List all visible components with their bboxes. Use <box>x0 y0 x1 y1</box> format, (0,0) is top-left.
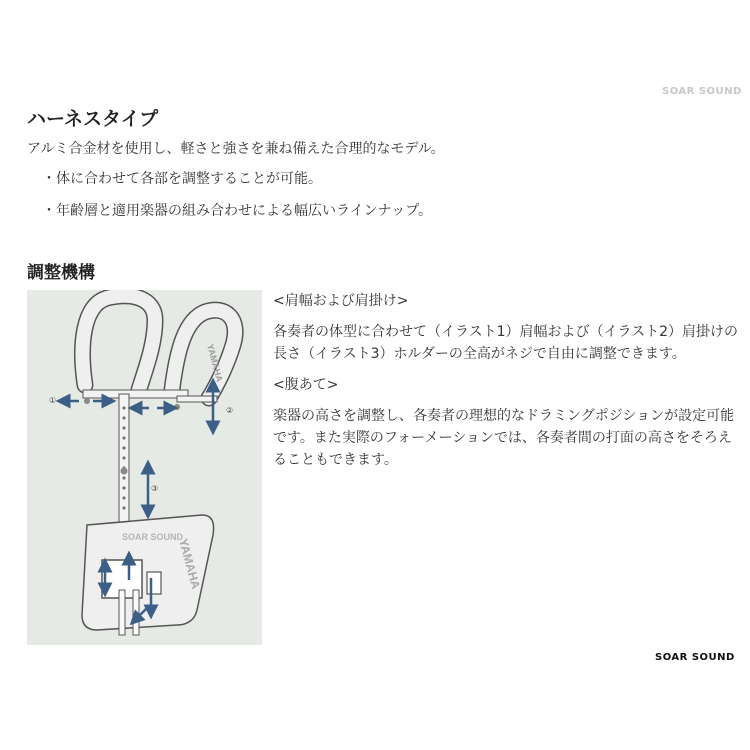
support-rod <box>119 590 125 635</box>
section-title: 調整機構 <box>27 263 95 283</box>
support-rod <box>133 590 139 635</box>
vertical-bar <box>119 394 129 534</box>
marker-label-1: ① <box>49 396 57 405</box>
feature-item: ・体に合わせて各部を調整することが可能。 <box>42 171 322 187</box>
marker-label-3: ③ <box>151 484 159 493</box>
hook-bar <box>177 396 217 402</box>
knob-icon <box>121 468 128 475</box>
figure-watermark: SOAR SOUND <box>122 532 184 542</box>
harness-illustration <box>27 290 262 645</box>
knob-icon <box>84 398 90 404</box>
page-title: ハーネスタイプ <box>27 108 159 130</box>
feature-list <box>42 170 432 234</box>
shoulder-text: 各奏者の体型に合わせて（イラスト1）肩幅および（イラスト2）肩掛けの長さ（イラスト3）ホルダーの全高がネジで自由に調整できます。 <box>273 324 738 362</box>
brand-text-shoulder: YAMAHA <box>205 342 225 383</box>
watermark-bottom: SOAR SOUND <box>655 652 735 663</box>
description-column <box>273 290 743 480</box>
brand-text-pad: YAMAHA <box>176 537 203 591</box>
marker-label-2: ② <box>226 406 234 415</box>
belly-heading: <腹あて> <box>273 377 339 393</box>
feature-item: ・年齢層と適用楽器の組み合わせによる幅広いラインナップ。 <box>42 203 433 219</box>
right-shoulder-pad <box>172 310 235 398</box>
width-bar <box>83 390 188 398</box>
mount-clamp <box>147 572 161 594</box>
shoulder-heading: <肩幅および肩掛け> <box>273 293 409 309</box>
lead-text: アルミ合金材を使用し、軽さと強さを兼ね備えた合理的なモデル。 <box>27 141 445 157</box>
watermark-top: SOAR SOUND <box>662 86 742 97</box>
belly-text: 楽器の高さを調整し、各奏者の理想的なドラミングポジションが設定可能です。また実際のフォーメーションでは、各奏者間の打面の高さをそろえることもできます。 <box>273 408 735 468</box>
knob-icon <box>174 404 180 410</box>
left-shoulder-pad <box>83 296 155 390</box>
